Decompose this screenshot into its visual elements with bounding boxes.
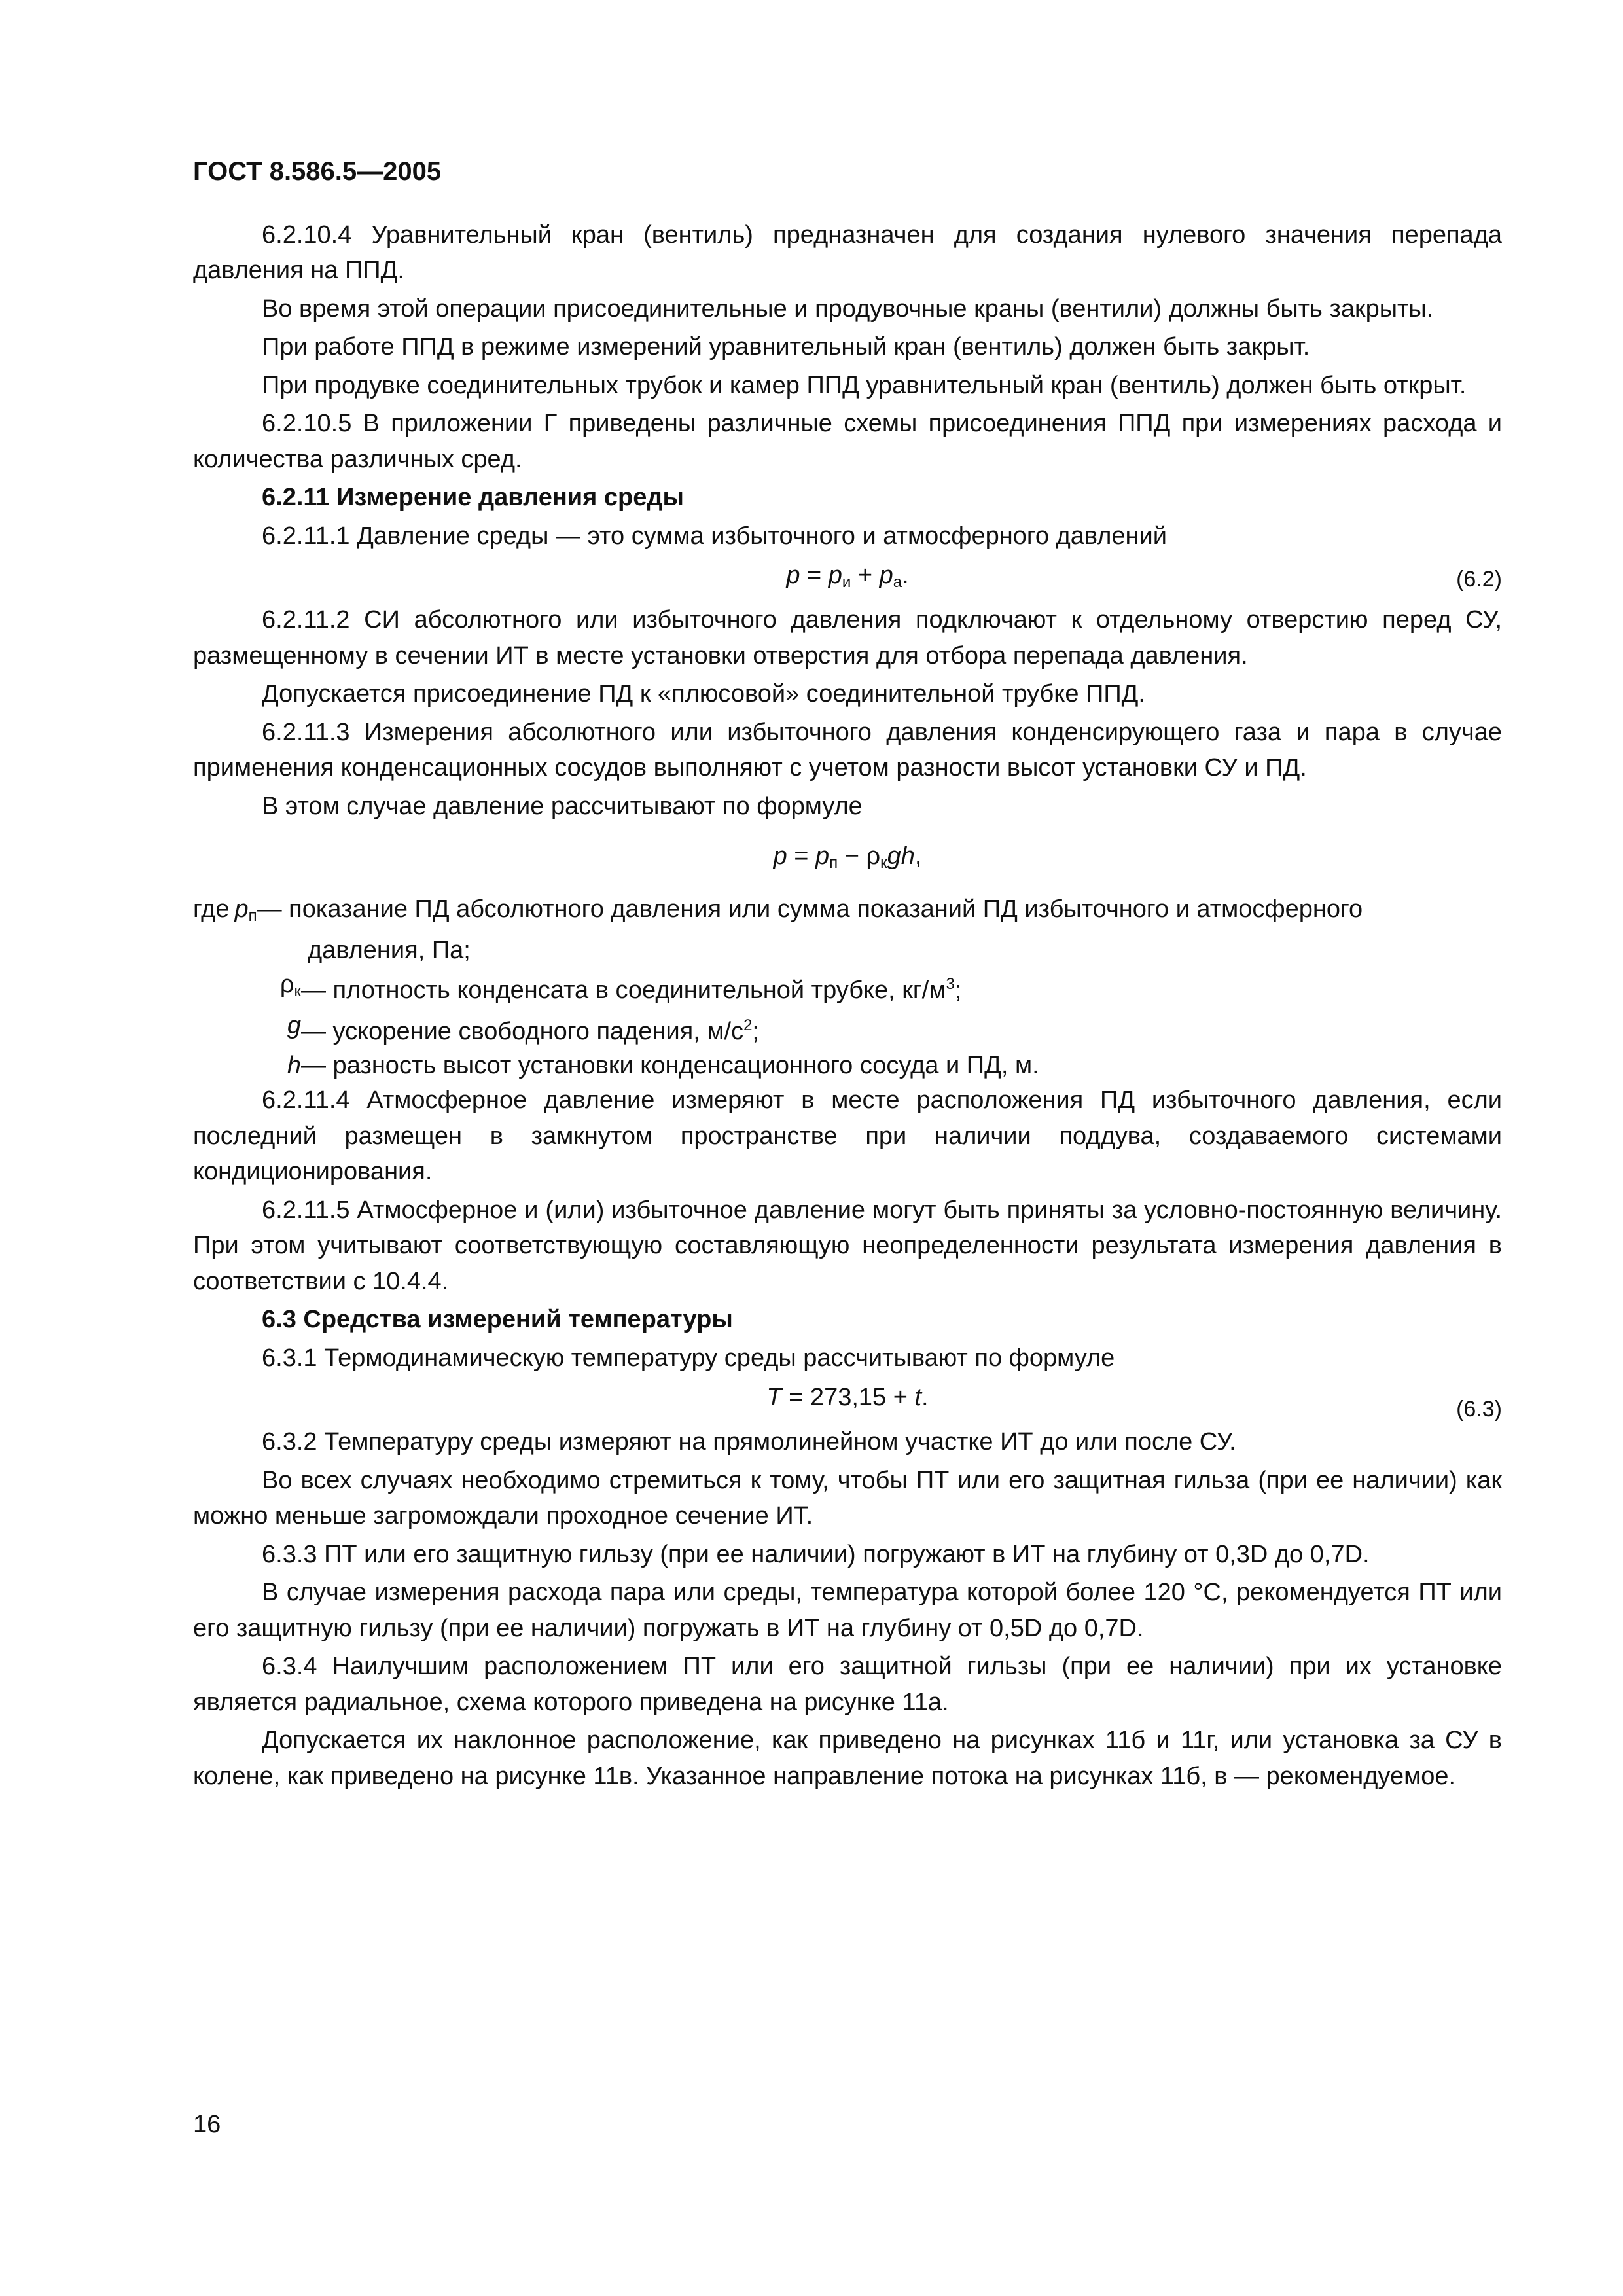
paragraph: 6.2.11.2 СИ абсолютного или избыточного давления подключают к отдельному отверстию перед СУ, размещенному в сечении ИТ в месте установки отверстия для отбора перепада давления. [193,606,1502,670]
paragraph: Допускается присоединение ПД к «плюсовой» соединительной трубке ППД. [262,680,1145,708]
formula-expression: T = 273,15 + t. [766,1384,929,1411]
definition-g: g — ускорение свободного падения, $м/с^2$; [287,1012,759,1045]
variable-definitions [193,892,1502,1083]
formula-expression: $p = p_и + p_а$. [786,562,909,591]
paragraph: 6.2.11.3 Измерения абсолютного или избыточного давления конденсирующего газа и пара в случае применения конденсационных сосудов выполняют с учетом разности высот установки СУ и ПД. [193,718,1502,781]
paragraph: В случае измерения расхода пара или среды, температура которой более 120 °С, рекомендуется ПТ или его защитную гильзу (при ее наличии) погружать в ИТ на глубину от 0,5D до 0,7D. [193,1579,1502,1642]
definition-h: h — разность высот установки конденсационного сосуда и ПД, м. [287,1052,1039,1079]
paragraph: При продувке соединительных трубок и камер ППД уравнительный кран (вентиль) должен быть открыт. [262,371,1467,399]
page-number: 16 [193,2111,221,2138]
definition-rho: $\rho_к$ — плотность конденсата в соединительной трубке, $кг/м^3$; [279,971,962,1004]
paragraph: 6.3.2 Температуру среды измеряют на прямолинейном участке ИТ до или после СУ. [262,1428,1236,1456]
definition-pn: где $p_п$ — показание ПД абсолютного давления или сумма показаний ПД избыточного и атмосферного [193,895,1363,925]
paragraph: 6.2.10.4 Уравнительный кран (вентиль) предназначен для создания нулевого значения перепада давления на ППД. [193,221,1502,284]
section-heading: 6.3 Средства измерений температуры [262,1306,733,1333]
formula-6-3 [193,1380,1502,1422]
paragraph: Допускается их наклонное расположение, как приведено на рисунках 11б и 11г, или установка за СУ в колене, как приведено на рисунке 11в. Указанное направление потока на рисунках 11б, в — рекомендуемое. [193,1727,1502,1790]
formula-number: (6.3) [1456,1397,1502,1422]
formula-6-2 [193,558,1502,597]
paragraph: В этом случае давление рассчитывают по формуле [262,792,863,820]
definition-continuation: давления, Па; [308,937,471,964]
paragraph: 6.2.11.4 Атмосферное давление измеряют в месте расположения ПД избыточного давления, если последний размещен в замкнутом пространстве при наличии поддува, создаваемого системами кондиционирования. [193,1086,1502,1185]
paragraph: 6.3.1 Термодинамическую температуру среды рассчитывают по формуле [262,1344,1115,1372]
formula-condensate-pressure [193,838,1502,878]
paragraph: 6.2.10.5 В приложении Г приведены различные схемы присоединения ППД при измерениях расхода и количества различных сред. [193,410,1502,473]
document-header: ГОСТ 8.586.5—2005 [193,157,442,186]
formula-expression: $p = p_п - \rho_кgh$, [773,842,922,872]
paragraph: 6.2.11.1 Давление среды — это сумма избыточного и атмосферного давлений [262,522,1167,550]
paragraph: 6.2.11.5 Атмосферное и (или) избыточное давление могут быть приняты за условно-постоянную величину. При этом учитывают соответствующую составляющую неопределенности результата измерения давления в соответствии с 10.4.4. [193,1196,1502,1295]
paragraph: Во время этой операции присоединительные и продувочные краны (вентили) должны быть закрыты. [262,295,1434,323]
document-page [193,154,1502,1797]
section-heading: 6.2.11 Измерение давления среды [262,484,684,511]
paragraph: 6.3.3 ПТ или его защитную гильзу (при ее наличии) погружают в ИТ на глубину от 0,3D до 0,7D. [262,1540,1370,1568]
formula-number: (6.2) [1456,567,1502,592]
paragraph: Во всех случаях необходимо стремиться к тому, чтобы ПТ или его защитная гильза (при ее наличии) как можно меньше загромождали проходное сечение ИТ. [193,1466,1502,1530]
paragraph: При работе ППД в режиме измерений уравнительный кран (вентиль) должен быть закрыт. [262,333,1310,361]
paragraph: 6.3.4 Наилучшим расположением ПТ или его защитной гильзы (при ее наличии) при их установке является радиальное, схема которого приведена на рисунке 11а. [193,1653,1502,1716]
